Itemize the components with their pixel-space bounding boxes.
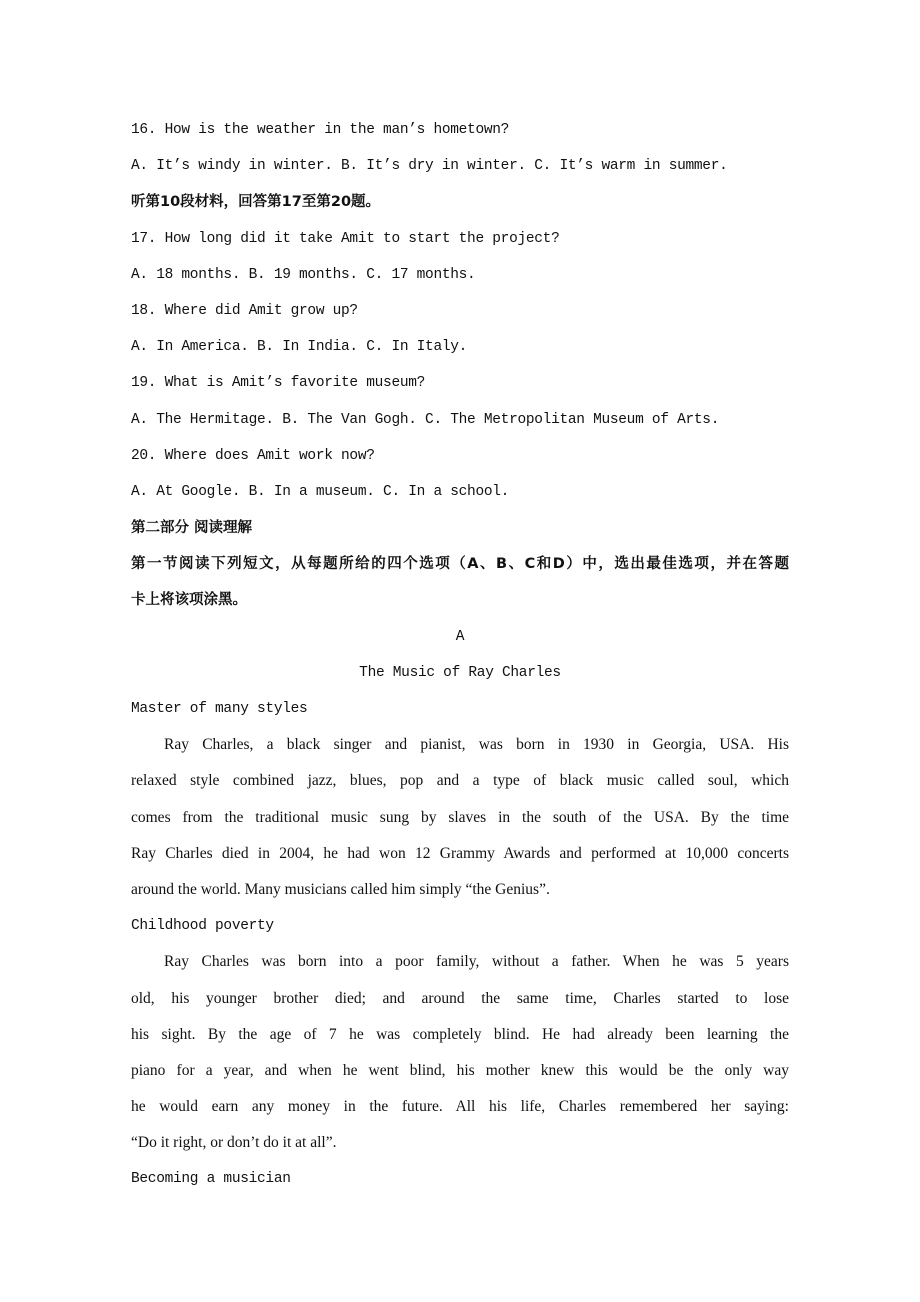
- paragraph-2-line: old, his younger brother died; and around the same time, Charles started to lose: [131, 989, 789, 1007]
- reading-instruction-line-1: 第一节阅读下列短文，从每题所给的四个选项（A、B、C和D）中，选出最佳选项，并在答题: [131, 556, 789, 573]
- paragraph-2-line: piano for a year, and when he went blind, his mother knew this would be the only way: [131, 1061, 789, 1079]
- question-19-options: A. The Hermitage. B. The Van Gogh. C. The Metropolitan Museum of Arts.: [131, 411, 720, 428]
- paragraph-2-line: “Do it right, or don’t do it at all”.: [131, 1134, 337, 1152]
- question-16: 16. How is the weather in the man’s hometown?: [131, 122, 510, 138]
- paragraph-1-line: Ray Charles, a black singer and pianist, was born in 1930 in Georgia, USA. His: [164, 736, 789, 754]
- section-10-instruction: 听第10段材料，回答第17至第20题。: [131, 194, 381, 211]
- passage-title: The Music of Ray Charles: [359, 664, 561, 681]
- section-heading-childhood: Childhood poverty: [131, 918, 274, 935]
- question-19: 19. What is Amit’s favorite museum?: [131, 375, 426, 392]
- question-17-options: A. 18 months. B. 19 months. C. 17 months.: [131, 266, 476, 283]
- question-20-options: A. At Google. B. In a museum. C. In a school.: [131, 483, 510, 500]
- paragraph-2-line: he would earn any money in the future. All his life, Charles remembered her saying:: [131, 1098, 789, 1116]
- document-page: [131, 112, 789, 1198]
- section-heading-musician: Becoming a musician: [131, 1171, 291, 1188]
- question-18: 18. Where did Amit grow up?: [131, 302, 358, 319]
- paragraph-1-line: Ray Charles died in 2004, he had won 12 Grammy Awards and performed at 10,000 concerts: [131, 844, 789, 862]
- paragraph-1-line: comes from the traditional music sung by slaves in the south of the USA. By the time: [131, 808, 789, 826]
- passage-letter: A: [455, 628, 465, 645]
- question-18-options: A. In America. B. In India. C. In Italy.: [131, 339, 468, 356]
- paragraph-2-line: Ray Charles was born into a poor family, without a father. When he was 5 years: [164, 953, 789, 971]
- question-20: 20. Where does Amit work now?: [131, 447, 375, 464]
- reading-instruction-line-2: 卡上将该项涂黑。: [131, 592, 247, 609]
- reading-part-title: 第二部分 阅读理解: [131, 520, 253, 537]
- section-heading-master: Master of many styles: [131, 701, 308, 717]
- question-17: 17. How long did it take Amit to start the project?: [131, 230, 560, 247]
- paragraph-1-line: around the world. Many musicians called him simply “the Genius”.: [131, 880, 550, 898]
- paragraph-1-line: relaxed style combined jazz, blues, pop and a type of black music called soul, which: [131, 772, 789, 790]
- paragraph-2-line: his sight. By the age of 7 he was completely blind. He had already been learning the: [131, 1025, 789, 1043]
- question-16-options: A. It’s windy in winter. B. It’s dry in winter. C. It’s warm in summer.: [131, 158, 728, 175]
